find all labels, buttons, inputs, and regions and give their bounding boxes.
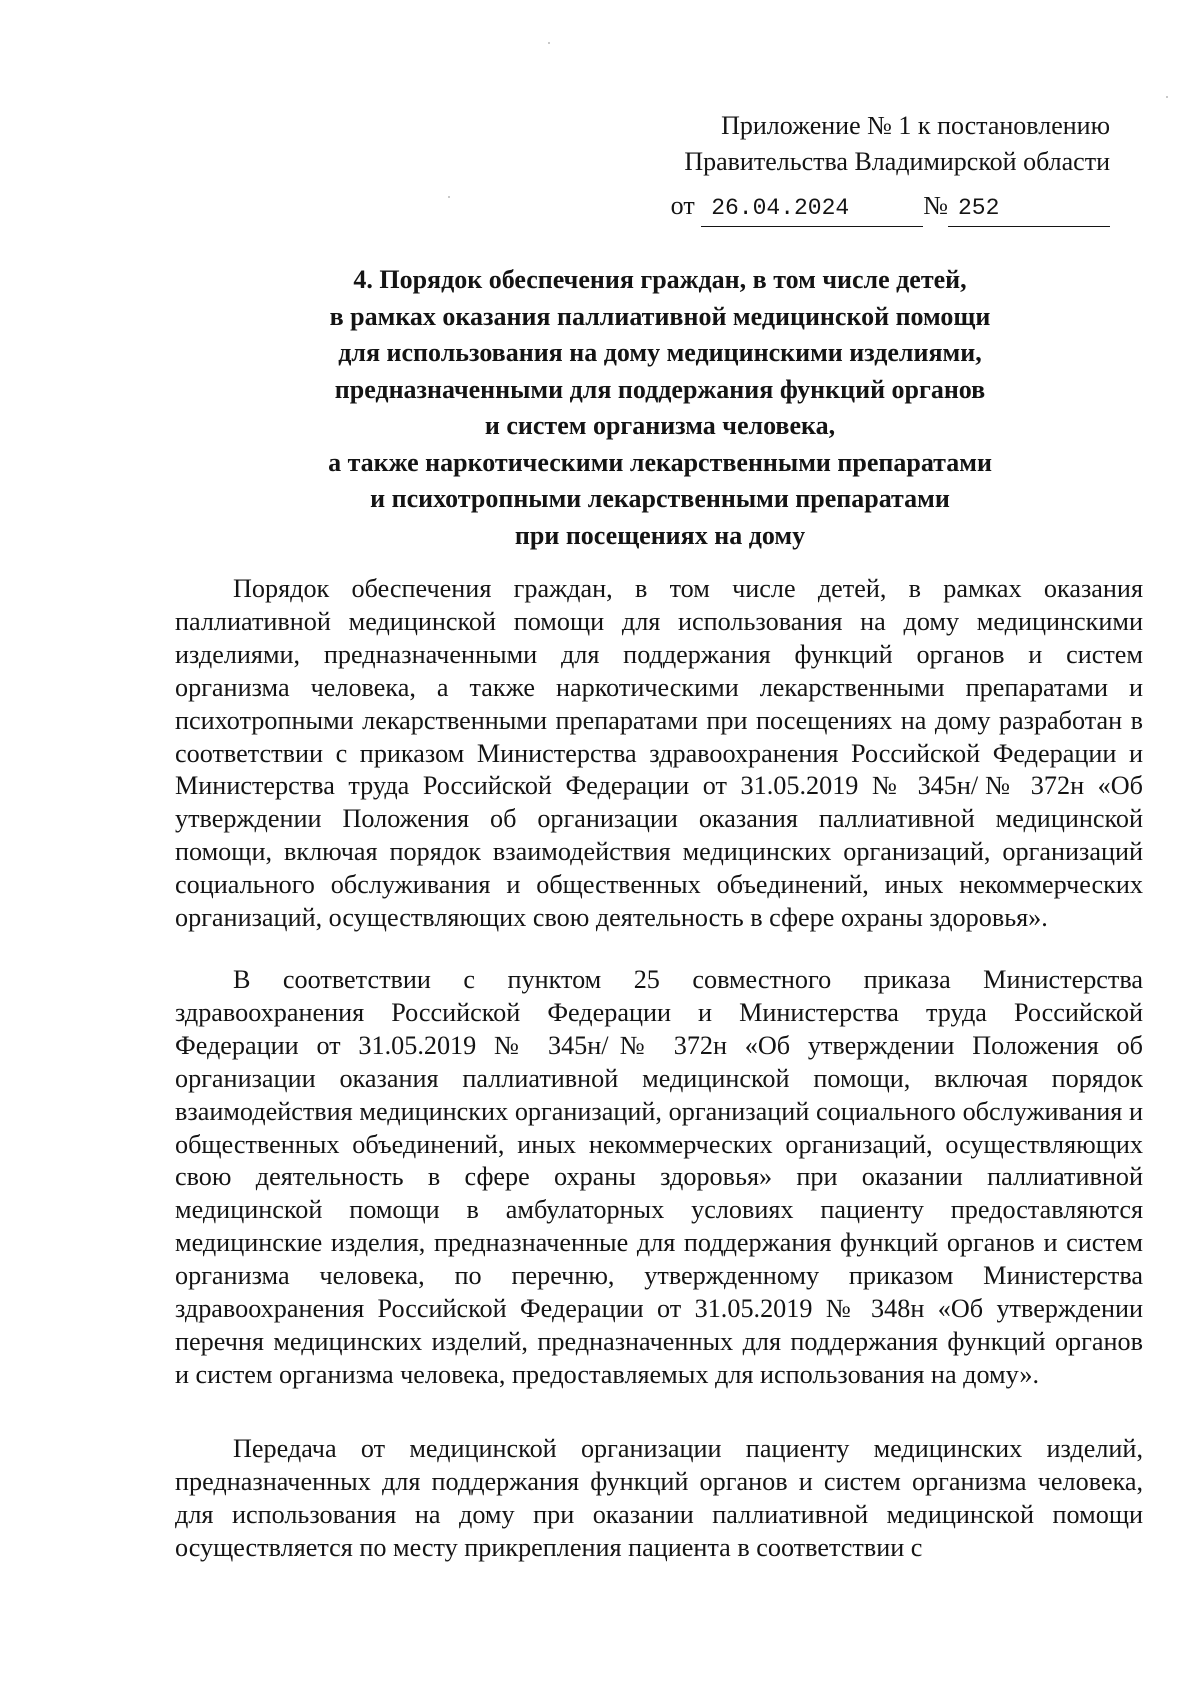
title-line: предназначенными для поддержания функций органов xyxy=(334,374,986,404)
title-line: для использования на дому медицинскими изделиями, xyxy=(338,338,982,367)
appendix-header xyxy=(590,108,1110,180)
number-prefix: № xyxy=(923,191,948,220)
title-line: а также наркотическими лекарственными препаратами xyxy=(328,447,992,477)
document-title xyxy=(280,262,1040,554)
body-paragraph-1 xyxy=(175,573,1143,935)
scan-speck xyxy=(548,42,550,44)
decree-date-number xyxy=(670,188,1110,227)
title-line: при посещениях на дому xyxy=(514,520,806,550)
appendix-line-2: Правительства Владимирской области xyxy=(684,147,1110,176)
title-line: и систем организма человека, xyxy=(484,411,836,440)
date-prefix: от xyxy=(670,191,695,220)
scan-speck xyxy=(1166,96,1168,98)
paragraph-text: Передача от медицинской организации пациенту медицинских изделий, предназначенных для поддержания функций органов и систем организма человека, для использования на дому при оказании паллиативной медицинской помощи осуществляется по месту прикрепления пациента в соответствии с xyxy=(175,1434,1143,1562)
title-line: 4. Порядок обеспечения граждан, в том числе детей, xyxy=(353,265,967,294)
paragraph-text: Порядок обеспечения граждан, в том числе детей, в рамках оказания паллиативной медицинской помощи для использования на дому медицинскими изделиями, предназначенными для поддержания функций органов и систем организма человека, а также наркотическими лекарственными препаратами и психотропными лекарственными препаратами при посещениях на дому разработан в соответствии с приказом Министерства здравоохранения Российской Федерации и Министерства труда Российской Федерации от 31.05.2019 № 345н/№ 372н «Об утверждении Положения об организации оказания паллиативной медицинской помощи, включая порядок взаимодействия медицинских организаций, организаций социального обслуживания и общественных объединений, иных некоммерческих организаций, осуществляющих свою деятельность в сфере охраны здоровья». xyxy=(175,574,1143,933)
body-paragraph-3 xyxy=(175,1433,1143,1565)
paragraph-text: В соответствии с пунктом 25 совместного приказа Министерства здравоохранения Российской Федерации и Министерства труда Российской Федерации от 31.05.2019 № 345н/№ 372н «Об утверждении Положения об организации оказания паллиативной медицинской помощи, включая порядок взаимодействия медицинских организаций, организаций социального обслуживания и общественных объединений, иных некоммерческих организаций, осуществляющих свою деятельность в сфере охраны здоровья» при оказании паллиативной медицинской помощи в амбулаторных условиях пациенту предоставляются медицинские изделия, предназначенные для поддержания функций органов и систем организма человека, по перечню, утвержденному приказом Министерства здравоохранения Российской Федерации от 31.05.2019 № 348н «Об утверждении перечня медицинских изделий, предназначенных для поддержания функций органов и систем организма человека, предоставляемых для использования на дому». xyxy=(175,965,1143,1389)
title-line: и психотропными лекарственными препаратами xyxy=(370,484,950,513)
decree-date: 26.04.2024 xyxy=(701,190,923,227)
decree-number: 252 xyxy=(948,190,1110,227)
appendix-line-1: Приложение № 1 к постановлению xyxy=(721,111,1110,140)
title-line: в рамках оказания паллиативной медицинской помощи xyxy=(329,301,991,331)
scan-speck xyxy=(448,196,450,198)
body-paragraph-2 xyxy=(175,964,1143,1392)
